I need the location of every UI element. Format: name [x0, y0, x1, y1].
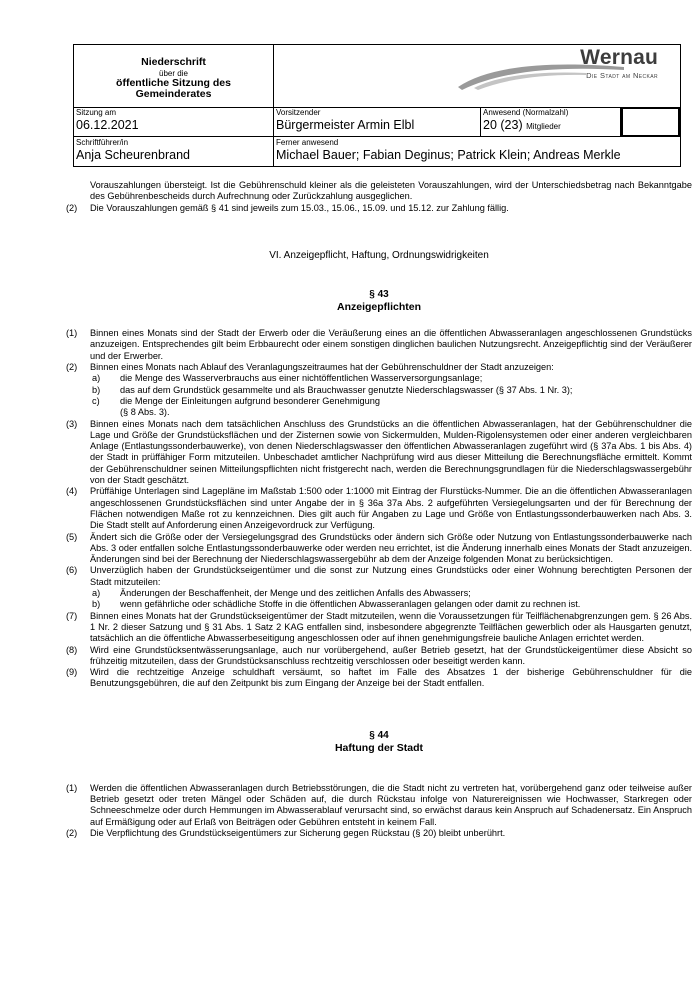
- vorsitz-label: Vorsitzender: [276, 108, 321, 117]
- item-number: (9): [66, 667, 78, 678]
- title-line: Niederschrift: [141, 56, 206, 68]
- list-item: [66, 783, 692, 828]
- list-item: [66, 828, 692, 839]
- ferner-cell: [274, 137, 680, 167]
- sub-item-text: die Menge der Einleitungen aufgrund besonderer Genehmigung: [120, 395, 380, 406]
- vorsitz-value: Bürgermeister Armin Elbl: [276, 118, 415, 132]
- anwesend-value: [483, 118, 561, 134]
- vorsitz-cell: [274, 107, 481, 137]
- list-item: [66, 532, 692, 566]
- document-title: [74, 45, 274, 107]
- sub-item: [66, 407, 692, 418]
- sub-item-text: Änderungen der Beschaffenheit, der Menge und des zeitlichen Anfalls des Abwassers;: [120, 588, 471, 599]
- sub-item-text: (§ 8 Abs. 3).: [120, 407, 170, 418]
- item-number: (2): [66, 202, 78, 213]
- section-title: Haftung der Stadt: [334, 741, 424, 754]
- item-text: Wird eine Grundstücksentwässerungsanlage, auch nur vorübergehend, außer Betrieb gesetzt, hat der Grundstückeigentümer diese Absicht so frühzeitig mitzuteilen, dass der Grundstücksanschluss rechtzeitig verschlossen oder beseitigt werden kann.: [90, 644, 692, 666]
- list-item: [66, 419, 692, 487]
- list-item: [66, 667, 692, 690]
- section-43-list: [66, 328, 692, 690]
- sitzung-label: Sitzung am: [76, 108, 117, 117]
- item-text: Binnen eines Monats sind der Stadt der Erwerb oder die Veräußerung eines an die öffentlichen Abwasseranlagen angeschlossenen Grundstücks anzuzeigen. Entsprechendes gilt beim Erbbaurecht oder einem sonstigen dinglichen baulichen Nutzungsrecht. Anzeigepflichtig sind der Veräußerer und der Erwerber.: [90, 328, 692, 361]
- header-top: [74, 45, 680, 108]
- item-text: Unverzüglich haben der Grundstückseigentümer und die sonst zur Nutzung eines Grundstücks oder einer Wohnung berechtigten Personen der Stadt mitzuteilen:: [90, 565, 692, 587]
- item-text: Wird die rechtzeitige Anzeige schuldhaft versäumt, so haftet im Falle des Absatzes 1 der bisherige Gebührenschuldner für die Benutzungsgebühren, die auf den Zeitpunkt bis zum Eingang der Anzeige bei der Stadt entfallen.: [90, 667, 692, 689]
- list-item: [66, 203, 692, 214]
- section-title: Anzeigepflichten: [336, 301, 421, 314]
- ferner-label: Ferner anwesend: [276, 138, 339, 147]
- schrift-cell: [74, 137, 274, 167]
- sub-item: [66, 396, 692, 407]
- sub-item-letter: b): [92, 384, 101, 395]
- sub-item: [66, 373, 692, 384]
- schrift-label: Schriftführer/in: [76, 138, 129, 147]
- item-number: (7): [66, 610, 78, 621]
- item-text: Ändert sich die Größe oder der Versiegelungsgrad des Grundstücks oder ändern sich Größe oder Nutzung von Entlastungssonderbauwerke nach Abs. 3 oder entfallen solche Entlastungssonderbauwerke oder werden neu errichtet, ist die Änderung innerhalb eines Monats der Stadt anzuzeigen. Änderungen sind bei der Berechnung der Niederschlagswassergebühr ab dem der Anzeige folgenden Monat zu berücksichtigen.: [90, 531, 692, 565]
- item-text: Binnen eines Monats nach Ablauf des Veranlagungszeitraumes hat der Gebührenschuldner der Stadt anzuzeigen:: [90, 362, 554, 373]
- sub-item-letter: c): [92, 395, 100, 406]
- item-number: (4): [66, 486, 78, 497]
- item-number: (2): [66, 362, 78, 373]
- sub-item-text: die Menge des Wasserverbrauchs aus einer nichtöffentlichen Wasserversorgungsanlage;: [120, 373, 483, 384]
- empty-box: [621, 107, 680, 137]
- anwesend-suffix: Mitglieder: [526, 122, 561, 131]
- title-line: über die: [159, 68, 188, 78]
- item-number: (2): [66, 827, 78, 838]
- document-body: [66, 180, 692, 839]
- item-text: Werden die öffentlichen Abwasseranlagen durch Betriebsstörungen, die die Stadt nicht zu vertreten hat, vorübergehend ganz oder teilweise außer Betrieb gesetzt oder treten Mängel oder Schäden auf, die durch Rückstau infolge von Naturereignissen wie Hochwasser, Starkregen oder Schneeschmelze oder durch Hemmungen im Abwasserablauf verursacht sind, so erwächst daraus kein Anspruch auf Schadenersatz. Ein Anspruch auf Ermäßigung oder auf Erlaß von Beiträgen oder Gebühren entsteht in keinem Fall.: [90, 782, 692, 827]
- title-line: öffentliche Sitzung des: [116, 76, 231, 89]
- title-line: Gemeinderates: [135, 88, 212, 100]
- section-44-list: [66, 783, 692, 839]
- item-text: Prüffähige Unterlagen sind Lagepläne im Maßstab 1:500 oder 1:1000 mit Eintrag der Flurstücks-Nummer. Die an die öffentlichen Abwasseranlagen angeschlossenen Grundstücksflächen sind unter Angabe der in § 36a 37a Abs. 2 aufgeführten Versiegelungsarten und der für Berechnung der Flächen notwendigen Maße rot zu kennzeichnen. Dies gilt auch für Angaben zu Lage und Größe von Entlastungssonderbauwerken nach Abs. 3. Die Stadt stellt auf Anforderung einen Anzeigevordruck zur Verfügung.: [90, 486, 692, 531]
- list-item: [66, 486, 692, 531]
- paragraph: Vorauszahlungen übersteigt. Ist die Gebührenschuld kleiner als die geleisteten Vorauszahlungen, wird der Unterschiedsbetrag nach Bekanntgabe des Gebührenbescheids durch Aufrechnung oder Zurückzahlung ausgeglichen.: [90, 180, 692, 202]
- item-number: (3): [66, 418, 78, 429]
- sub-item-letter: a): [92, 373, 101, 384]
- sub-item-text: das auf dem Grundstück gesammelte und als Brauchwasser genutzte Niederschlagswasser (§ 37 Abs. 1 Nr. 3);: [120, 384, 573, 395]
- logo: [274, 45, 680, 107]
- item-text: Binnen eines Monats nach dem tatsächlichen Anschluss des Grundstücks an die öffentlichen Abwasseranlagen, hat der Gebührenschuldner die Lage und Größe der Grundstücksflächen und der Zisternen sowie von Sickermulden, Mulden-Rigolensystemen oder einer anderen vergleichbaren Anlage (Entlastungssonderbauwerke), von denen Niederschlagswasser den öffentlichen Abwasseranlagen zugeführt wird (§ 37a Abs. 1 bis Abs. 4) der Stadt in prüffähiger Form mitzuteilen. Unbeschadet amtlicher Nachprüfung wird aus dieser Mitteilung die Berechnungsfläche ermittelt. Kommt der Gebührenschuldner seinen Mitteilungspflichten nicht fristgerecht nach, werden die Berechnungsgrundlagen für die Niederschlagswassergebühr von der Stadt geschätzt.: [90, 418, 692, 486]
- sitzung-cell: [74, 107, 274, 137]
- logo-subtitle: Die Stadt am Neckar: [586, 71, 658, 80]
- sub-item-letter: b): [92, 599, 101, 610]
- item-text: Die Verpflichtung des Grundstückseigentümers zur Sicherung gegen Rückstau (§ 20) bleibt unberührt.: [90, 827, 506, 838]
- header-table: [73, 44, 681, 167]
- item-number: (6): [66, 565, 78, 576]
- item-number: (8): [66, 644, 78, 655]
- ferner-value: Michael Bauer; Fabian Deginus; Patrick Klein; Andreas Merkle: [276, 148, 621, 162]
- schrift-value: Anja Scheurenbrand: [76, 148, 190, 162]
- sub-item-text: wenn gefährliche oder schädliche Stoffe in die öffentlichen Abwasseranlagen gelangen oder damit zu rechnen ist.: [120, 599, 581, 610]
- list-item: [66, 565, 692, 588]
- list-item: [66, 328, 692, 362]
- item-number: (5): [66, 531, 78, 542]
- anwesend-cell: [481, 107, 621, 137]
- list-item: [66, 611, 692, 645]
- anwesend-count: 20 (23): [483, 118, 523, 132]
- item-text: Binnen eines Monats hat der Grundstückseigentümer der Stadt mitzuteilen, wenn die Voraussetzungen für Teilflächenabgrenzungen gem. § 26 Abs. 1 Nr. 2 dieser Satzung und § 31 Abs. 1 Satz 2 KAG entfallen sind, insbesondere abgegrenzte Teilflächen gewerblich oder als Hausgarten genutzt, tatsächlich an die öffentliche Abwasserbeseitigung angeschlossen oder auf ihnen genehmigungsfreie bauliche Anlagen errichtet werden.: [90, 610, 692, 644]
- item-number: (1): [66, 782, 78, 793]
- sitzung-value: 06.12.2021: [76, 118, 139, 132]
- list-item: [66, 362, 692, 373]
- anwesend-label: Anwesend (Normalzahl): [483, 108, 569, 117]
- chapter-heading: VI. Anzeigepflicht, Haftung, Ordnungswidrigkeiten: [269, 249, 489, 261]
- sub-item: [66, 599, 692, 610]
- sub-item: [66, 588, 692, 599]
- list-item: [66, 645, 692, 668]
- section-number: § 43: [369, 289, 389, 301]
- section-number: § 44: [369, 729, 389, 741]
- item-number: (1): [66, 328, 78, 339]
- item-text: Die Vorauszahlungen gemäß § 41 sind jeweils zum 15.03., 15.06., 15.09. und 15.12. zur Zahlung fällig.: [90, 202, 509, 213]
- sub-item: [66, 385, 692, 396]
- logo-name: Wernau: [580, 46, 658, 69]
- sub-item-letter: a): [92, 588, 101, 599]
